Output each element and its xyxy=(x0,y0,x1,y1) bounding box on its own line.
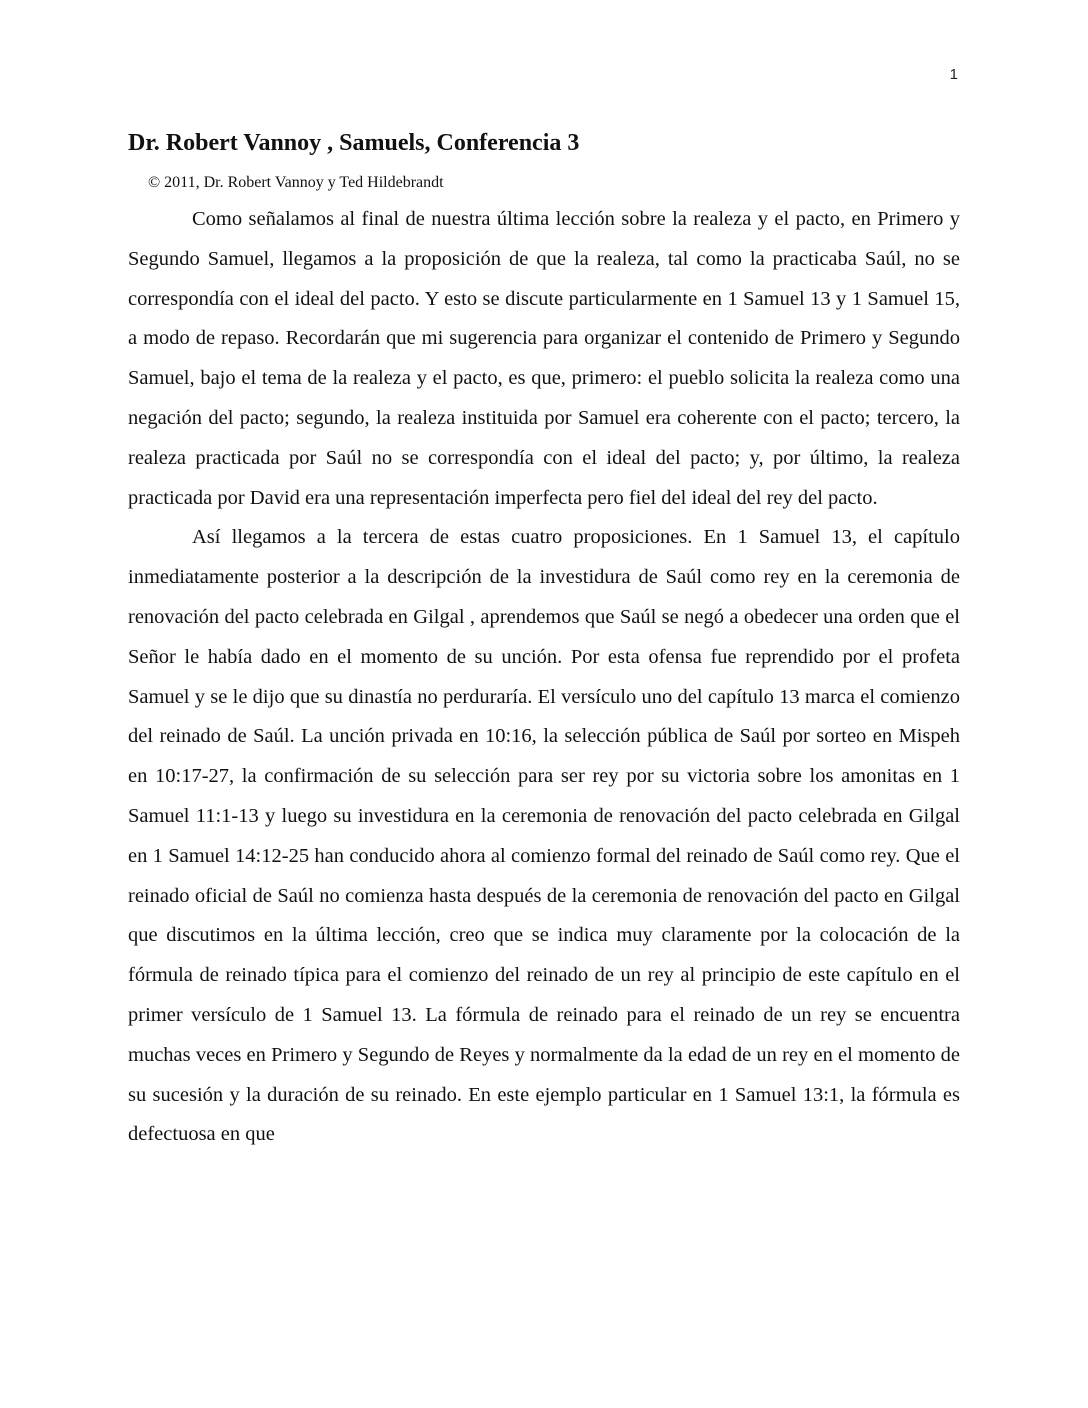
copyright-line: © 2011, Dr. Robert Vannoy y Ted Hildebrandt xyxy=(148,174,444,191)
page-number: 1 xyxy=(949,66,958,83)
body-text xyxy=(128,200,960,1155)
paragraph-2: Así llegamos a la tercera de estas cuatro proposiciones. En 1 Samuel 13, el capítulo inmediatamente posterior a la descripción de la investidura de Saúl como rey en la ceremonia de renovación del pacto celebrada en Gilgal , aprendemos que Saúl se negó a obedecer una orden que el Señor le había dado en el momento de su unción. Por esta ofensa fue reprendido por el profeta Samuel y se le dijo que su dinastía no perduraría. El versículo uno del capítulo 13 marca el comienzo del reinado de Saúl. La unción privada en 10:16, la selección pública de Saúl por sorteo en Mispeh en 10:17-27, la confirmación de su selección para ser rey por su victoria sobre los amonitas en 1 Samuel 11:1-13 y luego su investidura en la ceremonia de renovación del pacto celebrada en Gilgal en 1 Samuel 14:12-25 han conducido ahora al comienzo formal del reinado de Saúl como rey. Que el reinado oficial de Saúl no comienza hasta después de la ceremonia de renovación del pacto en Gilgal que discutimos en la última lección, creo que se indica muy claramente por la colocación de la fórmula de reinado típica para el comienzo del reinado de un rey al principio de este capítulo en el primer versículo de 1 Samuel 13. La fórmula de reinado para el reinado de un rey se encuentra muchas veces en Primero y Segundo de Reyes y normalmente da la edad de un rey en el momento de su sucesión y la duración de su reinado. En este ejemplo particular en 1 Samuel 13:1, la fórmula es defectuosa en que xyxy=(128,526,960,1146)
document-title: Dr. Robert Vannoy , Samuels, Conferencia 3 xyxy=(128,130,580,156)
paragraph-1: Como señalamos al final de nuestra última lección sobre la realeza y el pacto, en Primero y Segundo Samuel, llegamos a la proposición de que la realeza, tal como la practicaba Saúl, no se correspondía con el ideal del pacto. Y esto se discute particularmente en 1 Samuel 13 y 1 Samuel 15, a modo de repaso. Recordarán que mi sugerencia para organizar el contenido de Primero y Segundo Samuel, bajo el tema de la realeza y el pacto, es que, primero: el pueblo solicita la realeza como una negación del pacto; segundo, la realeza instituida por Samuel era coherente con el pacto; tercero, la realeza practicada por Saúl no se correspondía con el ideal del pacto; y, por último, la realeza practicada por David era una representación imperfecta pero fiel del ideal del rey del pacto. xyxy=(128,208,960,509)
